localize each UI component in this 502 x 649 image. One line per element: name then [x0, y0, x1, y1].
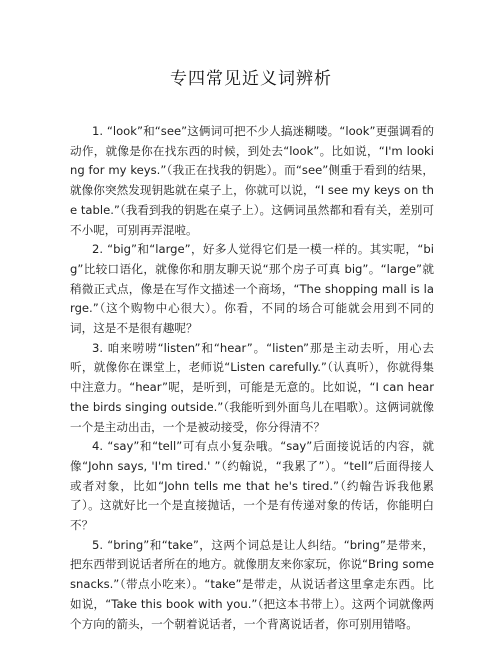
paragraph-listen-hear: 3. 咱来唠唠“listen”和“hear”。“listen”那是主动去听，用心去听，就像你在课堂上，老师说“Listen carefully.”（认真听），你就得集中注意力。“hear”呢，是听到，可能是无意的。比如说，“I can hear the birds singing outside.”（我能听到外面鸟儿在唱歌）。这俩词就像一个是主动出击，一个是被动接受，你分得清不？	[70, 340, 434, 434]
paragraph-bring-take: 5. “bring”和“take”，这两个词总是让人纠结。“bring”是带来，把东西带到说话者所在的地方。就像朋友来你家玩，你说“Bring some snacks.”（带点小吃来）。“take”是带走，从说话者这里拿走东西。比如说，“Take this book with you.”（把这本书带上）。这两个词就像两个方向的箭头，一个朝着说话者，一个背离说话者，你可别用错咯。	[70, 537, 434, 631]
paragraph-big-large: 2. “big”和“large”，好多人觉得它们是一模一样的。其实呢，“big”比较口语化，就像你和朋友聊天说“那个房子可真 big”。“large”就稍微正式点，像是在写作文描述一个商场，“The shopping mall is large.”（这个购物中心很大）。你看，不同的场合可能就会用到不同的词，这是不是很有趣呢？	[70, 242, 434, 336]
document-body	[70, 122, 434, 634]
paragraph-say-tell: 4. “say”和“tell”可有点小复杂哦。“say”后面接说话的内容，就像“John says, 'I'm tired.' ”（约翰说，“我累了”）。“tell”后面得接人或者对象，比如“John tells me that he's tired.”（约翰告诉我他累了）。这就好比一个是直接抛话，一个是有传递对象的传话，你能明白不？	[70, 439, 434, 533]
paragraph-look-see: 1. “look”和“see”这俩词可把不少人搞迷糊喽。“look”更强调看的动作，就像是你在找东西的时候，到处去“look”。比如说，“I'm looking for my keys.”（我正在找我的钥匙）。而“see”侧重于看到的结果，就像你突然发现钥匙就在桌子上，你就可以说，“I see my keys on the table.”（我看到我的钥匙在桌子上）。这俩词虽然都和看有关，差别可不小呢，可别再弄混啦。	[70, 124, 434, 237]
document-title: 专四常见近义词辨析	[170, 69, 332, 89]
